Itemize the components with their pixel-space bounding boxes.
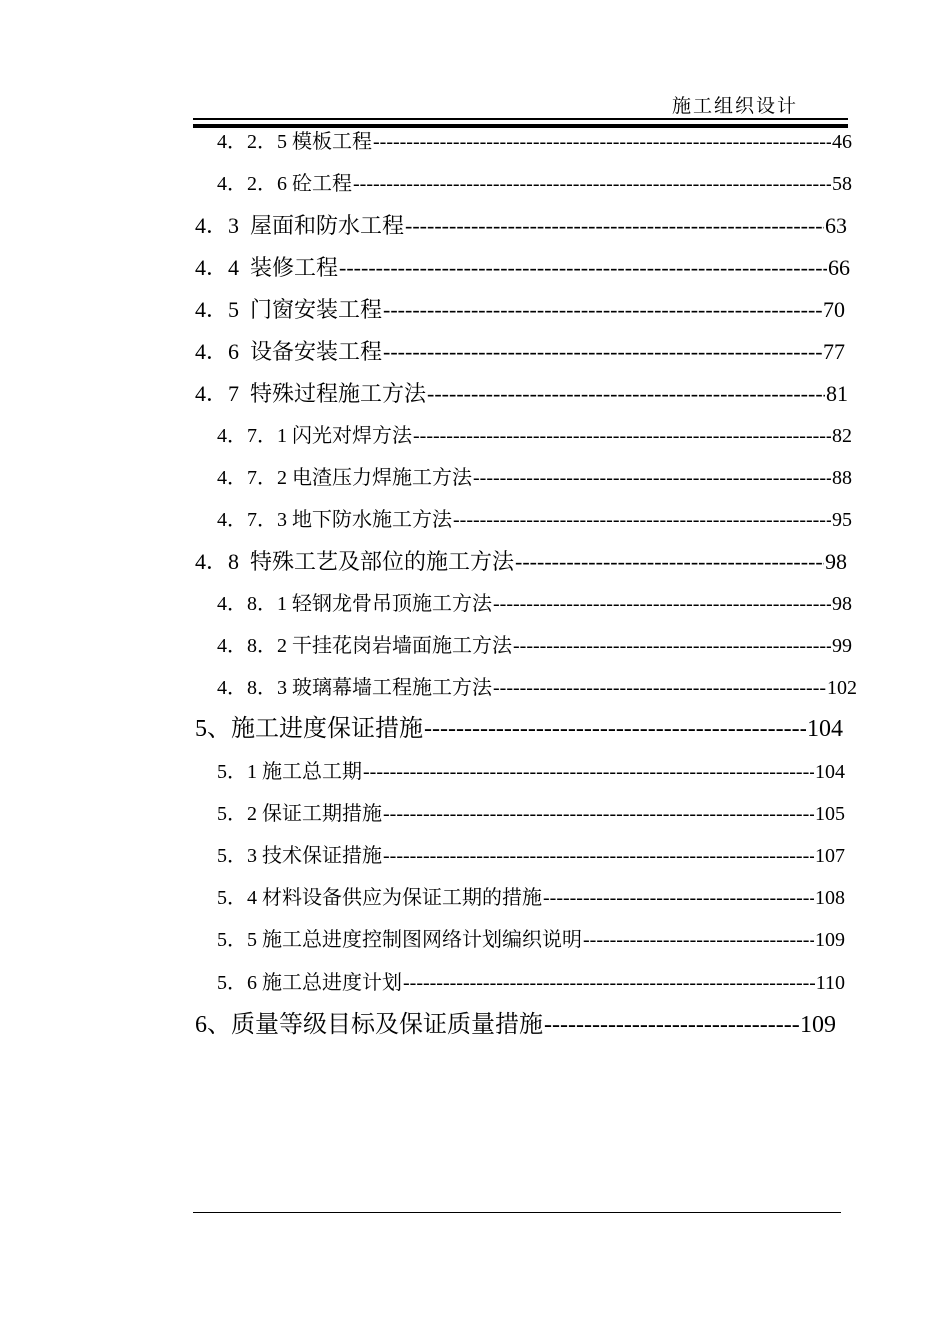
toc-entry-page: 63 [825, 213, 847, 238]
toc-entry[interactable] [217, 678, 857, 698]
header-rule [193, 118, 848, 120]
toc-entry-title: 特殊工艺及部位的施工方法 [250, 549, 515, 574]
toc-entry-title: 门窗安装工程 [250, 297, 383, 322]
toc-entry-title: 施工进度保证措施 [231, 716, 423, 742]
toc-entry-title: 装修工程 [250, 255, 339, 280]
toc-entry-number: 4．5 [195, 297, 251, 322]
toc-leader-dots [383, 846, 814, 866]
toc-entry[interactable] [195, 551, 847, 573]
toc-entry-number: 5、 [195, 716, 231, 742]
toc-leader-dots [473, 468, 831, 488]
toc-entry-title: 施工总进度计划 [262, 972, 402, 994]
toc-leader-dots [493, 678, 826, 698]
header-rule-thick [193, 124, 848, 128]
toc-entry-page: 58 [832, 173, 852, 195]
toc-entry-number: 4．2．5 [217, 131, 292, 153]
toc-entry[interactable] [217, 174, 852, 194]
toc-entry[interactable] [195, 383, 848, 405]
toc-entry-page: 66 [828, 255, 850, 280]
toc-entry-number: 4．6 [195, 339, 251, 364]
toc-entry-number: 4．8．2 [217, 635, 292, 657]
toc-entry[interactable] [217, 804, 845, 824]
toc-entry-page: 70 [823, 297, 845, 322]
toc-entry-title: 轻钢龙骨吊顶施工方法 [292, 593, 492, 615]
toc-entry-title: 砼工程 [292, 173, 352, 195]
toc-entry[interactable] [195, 1013, 836, 1037]
toc-leader-dots [405, 215, 824, 237]
toc-leader-dots [363, 762, 814, 782]
toc-entry-title: 玻璃幕墙工程施工方法 [292, 677, 492, 699]
page-header-title: 施工组织设计 [672, 96, 799, 117]
toc-entry[interactable] [217, 132, 852, 152]
toc-entry-number: 4．8．3 [217, 677, 292, 699]
toc-leader-dots [513, 636, 831, 656]
toc-entry[interactable] [217, 426, 852, 446]
toc-entry-title: 质量等级目标及保证质量措施 [231, 1012, 543, 1038]
toc-leader-dots [544, 1013, 799, 1037]
toc-entry-title: 屋面和防水工程 [250, 213, 405, 238]
toc-entry-page: 88 [832, 467, 852, 489]
toc-entry-page: 82 [832, 425, 852, 447]
toc-entry-page: 104 [815, 761, 845, 783]
toc-entry-title: 保证工期措施 [262, 803, 382, 825]
toc-entry-page: 109 [800, 1012, 836, 1038]
toc-entry-number: 4．7．2 [217, 467, 292, 489]
toc-entry[interactable] [217, 594, 852, 614]
toc-entry-page: 102 [827, 677, 857, 699]
toc-entry[interactable] [217, 973, 845, 993]
toc-entry-number: 5．3 [217, 845, 262, 867]
toc-entry-page: 98 [825, 549, 847, 574]
toc-entry-number: 5．2 [217, 803, 262, 825]
toc-entry-number: 4．7 [195, 381, 251, 406]
toc-entry-title: 模板工程 [292, 131, 372, 153]
toc-leader-dots [383, 804, 814, 824]
toc-entry-title: 特殊过程施工方法 [250, 381, 427, 406]
toc-entry-page: 77 [823, 339, 845, 364]
toc-leader-dots [515, 551, 824, 573]
toc-entry-number: 4．7．3 [217, 509, 292, 531]
toc-leader-dots [424, 717, 806, 741]
toc-entry-page: 104 [807, 716, 843, 742]
toc-entry[interactable] [217, 888, 845, 908]
toc-entry-page: 107 [815, 845, 845, 867]
toc-entry[interactable] [195, 215, 847, 237]
toc-entry-title: 材料设备供应为保证工期的措施 [262, 887, 542, 909]
toc-entry[interactable] [217, 468, 852, 488]
toc-entry-page: 81 [826, 381, 848, 406]
toc-entry[interactable] [217, 930, 845, 950]
toc-entry-title: 施工总进度控制图网络计划编织说明 [262, 929, 582, 951]
footer-rule [193, 1212, 841, 1213]
toc-entry[interactable] [217, 846, 845, 866]
toc-entry-title: 地下防水施工方法 [292, 509, 452, 531]
toc-entry-number: 4．8 [195, 549, 251, 574]
toc-leader-dots [383, 299, 822, 321]
toc-entry-title: 技术保证措施 [262, 845, 382, 867]
toc-entry-page: 98 [832, 593, 852, 615]
toc-leader-dots [373, 132, 831, 152]
toc-leader-dots [353, 174, 831, 194]
toc-leader-dots [383, 341, 822, 363]
toc-entry-title: 设备安装工程 [250, 339, 383, 364]
toc-entry-number: 4．2．6 [217, 173, 292, 195]
toc-leader-dots [543, 888, 814, 908]
toc-entry-number: 4．8．1 [217, 593, 292, 615]
toc-entry-title: 电渣压力焊施工方法 [292, 467, 472, 489]
toc-entry-page: 99 [832, 635, 852, 657]
toc-entry-number: 5．5 [217, 929, 262, 951]
toc-leader-dots [339, 257, 827, 279]
toc-entry-page: 109 [815, 929, 845, 951]
toc-entry[interactable] [217, 636, 852, 656]
toc-entry[interactable] [195, 717, 843, 741]
toc-entry-page: 95 [832, 509, 852, 531]
toc-leader-dots [453, 510, 831, 530]
toc-leader-dots [427, 383, 825, 405]
toc-leader-dots [583, 930, 814, 950]
toc-leader-dots [403, 973, 815, 993]
toc-entry-number: 5．1 [217, 761, 262, 783]
toc-entry-page: 110 [815, 972, 845, 994]
toc-entry-number: 5．4 [217, 887, 262, 909]
toc-entry-page: 108 [815, 887, 845, 909]
toc-entry-number: 4．7．1 [217, 425, 292, 447]
toc-entry-page: 105 [815, 803, 845, 825]
toc-entry[interactable] [195, 257, 850, 279]
toc-leader-dots [493, 594, 831, 614]
toc-entry-title: 闪光对焊方法 [292, 425, 412, 447]
toc-leader-dots [413, 426, 831, 446]
toc-entry[interactable] [195, 299, 845, 321]
toc-entry-title: 施工总工期 [262, 761, 362, 783]
toc-entry[interactable] [195, 341, 845, 363]
toc-entry-number: 4．4 [195, 255, 251, 280]
toc-entry[interactable] [217, 510, 852, 530]
toc-entry[interactable] [217, 762, 845, 782]
toc-entry-title: 干挂花岗岩墙面施工方法 [292, 635, 512, 657]
toc-entry-page: 46 [832, 131, 852, 153]
toc-entry-number: 4．3 [195, 213, 251, 238]
toc-entry-number: 6、 [195, 1012, 231, 1038]
toc-entry-number: 5．6 [217, 972, 262, 994]
